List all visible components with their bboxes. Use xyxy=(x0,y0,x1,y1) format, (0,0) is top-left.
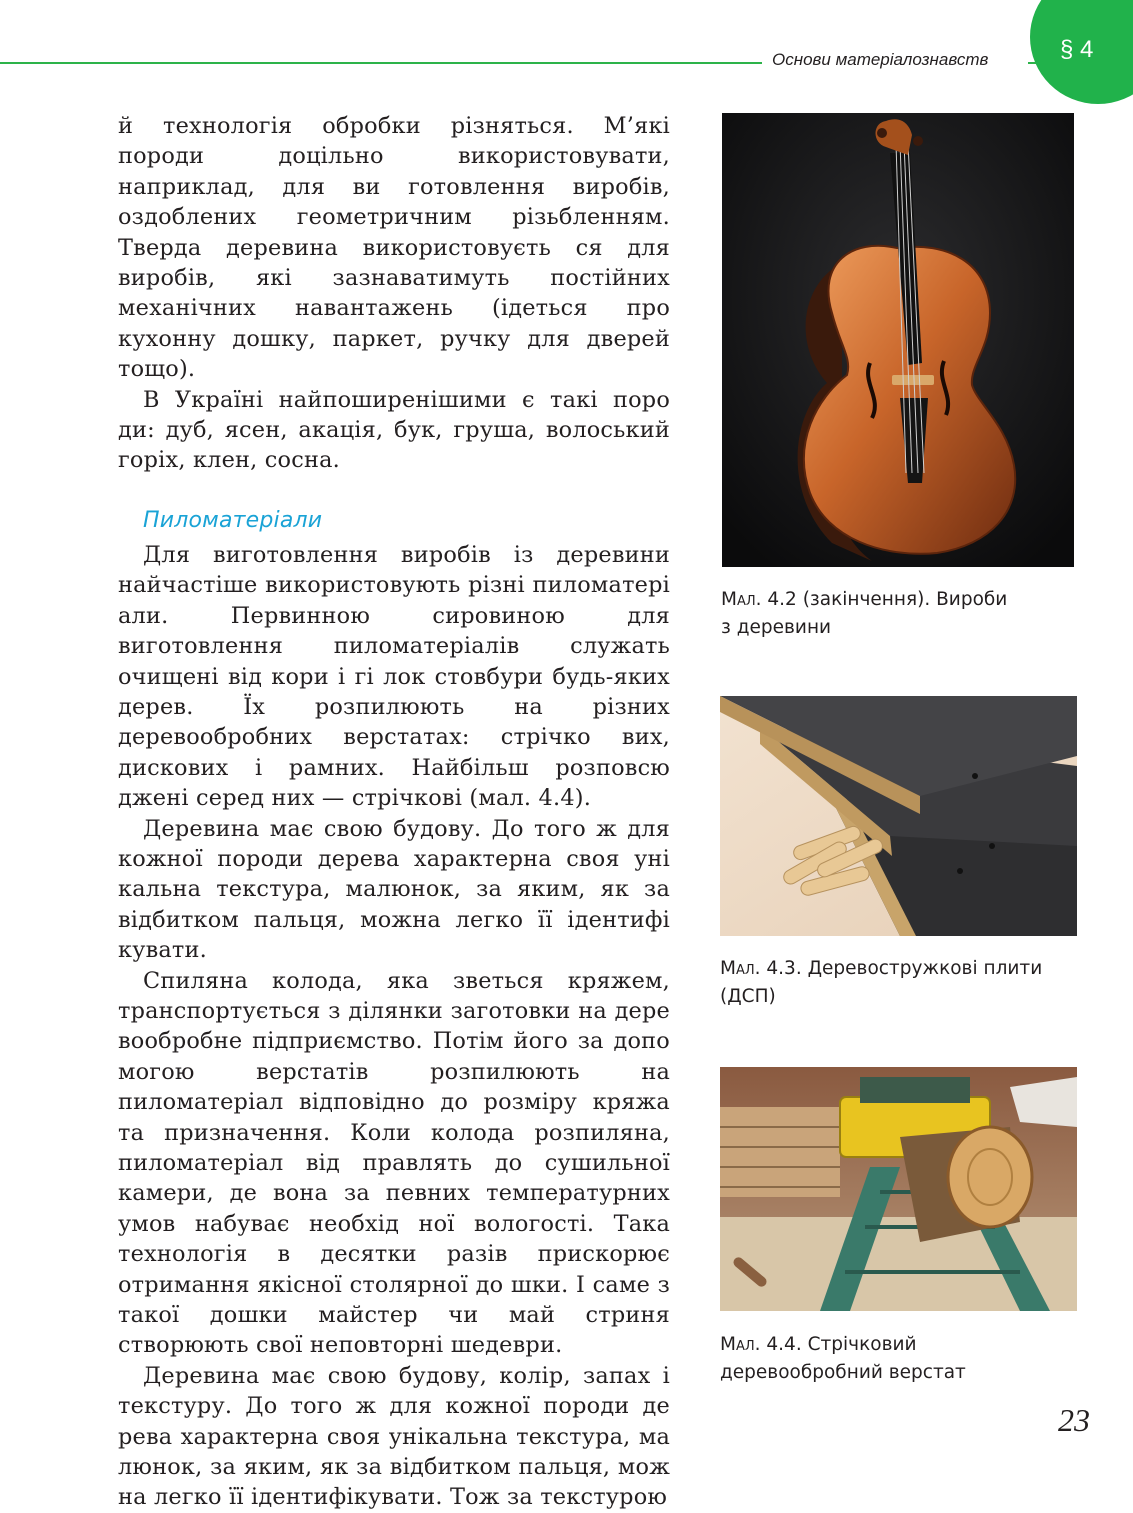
text-line: певних температурних умов набуває необхід xyxy=(118,1180,670,1237)
subheading: Пиломатеріали xyxy=(143,507,323,533)
band-sawmill-photo xyxy=(720,1067,1077,1311)
header-rule xyxy=(0,62,762,64)
text-line: шки. І саме з такої дошки майстер чи май xyxy=(118,1271,670,1329)
figure-cello xyxy=(722,113,1074,567)
caption-prefix: Мал. xyxy=(721,589,762,610)
text-line: прискорює отримання якісної столярної до xyxy=(118,1241,670,1298)
text-line: рева характерна своя унікальна текстура, ма xyxy=(118,1423,670,1450)
text-line: Деревина має свою будову, колір, запах xyxy=(143,1362,663,1389)
paragraph xyxy=(118,385,670,476)
particleboard-photo xyxy=(720,696,1077,936)
figure-particleboard xyxy=(720,696,1077,936)
paragraph xyxy=(118,1361,670,1513)
text-line: правлять до сушильної камери, де вона за xyxy=(118,1150,670,1207)
caption-text: 4.2 (закінчення). Вироби xyxy=(761,589,1008,610)
paragraph xyxy=(118,111,670,385)
text-line: али. Первинною сировиною для виготовлення xyxy=(118,602,670,660)
text-line: ди: дуб, ясен, акація, бук, груша, волоський xyxy=(118,417,670,444)
text-line: кальна текстура, малюнок, за яким, як за xyxy=(118,876,670,903)
text-line: Деревина має свою будову. До того ж для xyxy=(143,815,670,842)
text-line: відбитком пальця, можна легко її ідентифі xyxy=(118,906,670,933)
caption-text: (ДСП) xyxy=(720,986,776,1007)
caption-prefix: Мал. xyxy=(720,958,761,979)
text-line: вообробне підприємство. Потім його за допо xyxy=(118,1028,670,1055)
text-line: пиломатеріалів служать очищені від кори і гі xyxy=(118,633,670,690)
caption-text: з деревини xyxy=(721,617,832,638)
text-line: відповідно до розміру кряжа та призначення. xyxy=(118,1089,670,1146)
caption-prefix: Мал. xyxy=(720,1334,761,1355)
caption-fig-4-4 xyxy=(720,1331,1080,1387)
text-line: готовлення виробів, оздоблених геометричним xyxy=(118,173,670,231)
paragraph xyxy=(118,814,670,966)
text-line: люнок, за яким, як за відбитком пальця, мож xyxy=(118,1454,670,1481)
text-line: різьбленням. Тверда деревина використовуєть xyxy=(118,204,670,261)
text-line: стриня створюють свої неповторні шедеври. xyxy=(118,1302,670,1359)
text-line: дошку, паркет, ручку для дверей тощо). xyxy=(118,325,670,383)
paragraph xyxy=(118,540,670,814)
text-line: на легко її ідентифікувати. Тож за текстурою xyxy=(118,1484,668,1511)
text-line: й технологія обробки різняться. М’які породи xyxy=(118,113,670,170)
text-line: могою верстатів розпилюють на пиломатеріал xyxy=(118,1058,670,1116)
text-line: вих, дискових і рамних. Найбільш розповсю xyxy=(118,724,670,781)
paragraph xyxy=(118,966,670,1361)
text-line: лок стовбури будь-яких дерев. Їх розпилюють xyxy=(118,663,670,720)
text-line: Спиляна колода, яка зветься кряжем, xyxy=(143,967,670,994)
text-line: В Україні найпоширенішими є такі поро xyxy=(143,386,670,413)
text-line: горіх, клен, сосна. xyxy=(118,447,340,474)
text-line: Для виготовлення виробів із деревини xyxy=(143,541,670,568)
page-number: 23 xyxy=(1058,1402,1090,1438)
text-line: механічних навантажень (ідеться про кухонну xyxy=(118,295,670,352)
text-line: на різних деревообробних верстатах: стрічко xyxy=(118,693,671,751)
text-line: найчастіше використовують різні пиломатері xyxy=(118,572,670,599)
text-line: кувати. xyxy=(118,937,207,964)
running-title: Основи матеріалознавств xyxy=(772,50,989,69)
text-line: ся для виробів, які зазнаватимуть постійних xyxy=(118,234,670,292)
caption-text: 4.4. Стрічковий xyxy=(760,1334,917,1355)
text-line: доцільно використовувати, наприклад, для ви xyxy=(118,143,670,200)
cello-photo xyxy=(722,113,1074,567)
caption-text: 4.3. Деревостружкові плити xyxy=(760,958,1043,979)
text-line: і текстуру. До того ж для кожної породи де xyxy=(118,1362,670,1420)
caption-text: деревообробний верстат xyxy=(720,1362,966,1383)
text-line: Коли колода розпиляна, пиломатеріал від xyxy=(118,1119,670,1176)
text-line: ної вологості. Така технологія в десятки разів xyxy=(118,1210,670,1268)
main-text-column xyxy=(118,111,670,1513)
figure-band-sawmill xyxy=(720,1067,1077,1311)
text-line: транспортується з ділянки заготовки на дере xyxy=(118,997,670,1024)
text-line: джені серед них — стрічкові (мал. 4.4). xyxy=(118,785,592,812)
section-number: § 4 xyxy=(1060,36,1094,63)
text-line: кожної породи дерева характерна своя уні xyxy=(118,845,670,872)
caption-fig-4-2 xyxy=(721,586,1081,642)
caption-fig-4-3 xyxy=(720,955,1080,1011)
